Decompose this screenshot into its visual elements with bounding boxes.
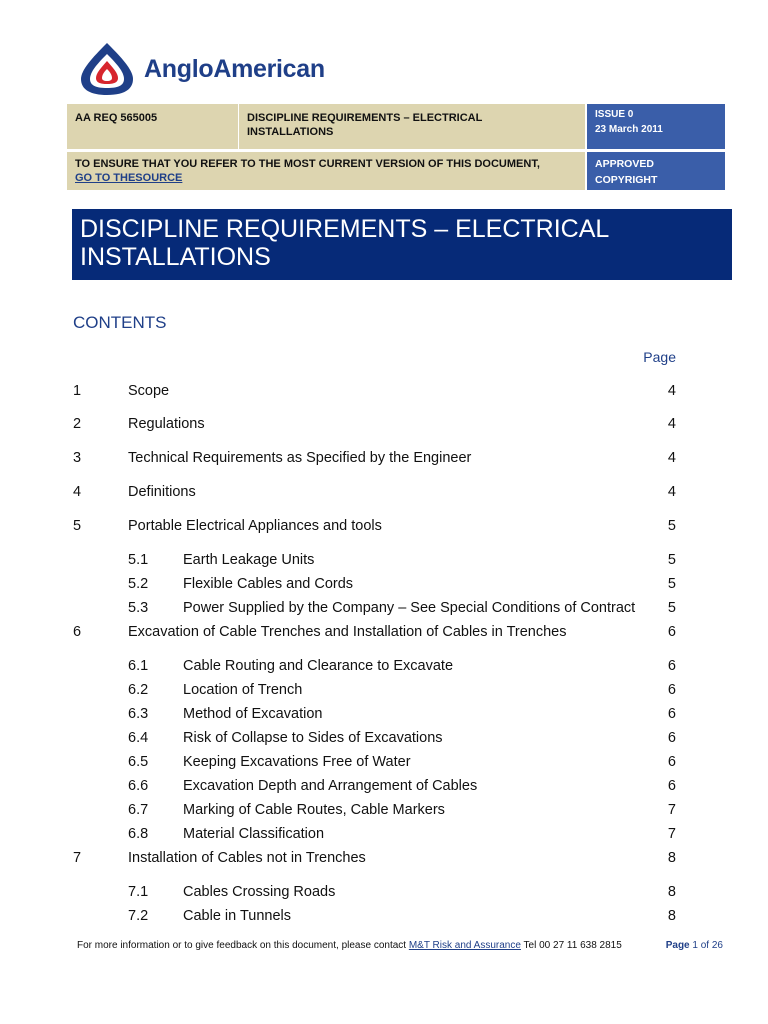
toc-entry[interactable] (0, 414, 768, 434)
toc-entry-number: 6.8 (128, 826, 149, 842)
toc-entry-title: Keeping Excavations Free of Water (183, 754, 411, 770)
toc-entry[interactable] (0, 656, 768, 676)
toc-entry-title: Excavation of Cable Trenches and Installation of Cables in Trenches (128, 624, 567, 640)
toc-entry-number: 2 (73, 416, 82, 432)
toc-entry-number: 5.3 (128, 600, 149, 616)
toc-entry-number: 5.1 (128, 552, 149, 568)
toc-entry-title: Excavation Depth and Arrangement of Cables (183, 778, 478, 794)
toc-entry-page: 8 (667, 908, 676, 924)
footer-text: For more information or to give feedback on this document, please contact (77, 940, 407, 951)
toc-entry-title: Cable in Tunnels (183, 908, 292, 924)
page-column-heading: Page (643, 349, 676, 365)
footer-contact (77, 940, 622, 951)
toc-entry-title: Cables Crossing Roads (183, 884, 336, 900)
toc-entry-number: 6.1 (128, 658, 149, 674)
toc-entry-title: Earth Leakage Units (183, 552, 315, 568)
contents-heading: CONTENTS (73, 313, 167, 332)
copyright-label: COPYRIGHT (595, 174, 658, 186)
toc-entry-number: 6 (73, 624, 82, 640)
toc-entry-title: Definitions (128, 484, 196, 500)
version-notice: TO ENSURE THAT YOU REFER TO THE MOST CURRENT VERSION OF THIS DOCUMENT, (75, 158, 540, 170)
toc-entry-number: 5.2 (128, 576, 149, 592)
toc-entry-page: 6 (667, 754, 676, 770)
toc-entry-number: 1 (73, 383, 82, 399)
toc-entry[interactable] (0, 728, 768, 748)
toc-entry-page: 6 (667, 624, 676, 640)
toc-entry-title: Cable Routing and Clearance to Excavate (183, 658, 454, 674)
toc-entry-title: Scope (128, 383, 170, 399)
toc-entry-number: 6.4 (128, 730, 149, 746)
toc-entry-title: Location of Trench (183, 682, 303, 698)
toc-entry-title: Power Supplied by the Company – See Special Conditions of Contract (183, 600, 636, 616)
issue-date: 23 March 2011 (595, 124, 663, 135)
toc-entry-title: Material Classification (183, 826, 325, 842)
toc-entry-page: 4 (667, 383, 676, 399)
toc-entry-title: Regulations (128, 416, 205, 432)
toc-entry[interactable] (0, 824, 768, 844)
toc-entry[interactable] (0, 906, 768, 926)
toc-entry-page: 6 (667, 706, 676, 722)
toc-entry-number: 6.7 (128, 802, 149, 818)
toc-entry-title: Method of Excavation (183, 706, 323, 722)
toc-entry-number: 6.3 (128, 706, 149, 722)
toc-entry-page: 8 (667, 850, 676, 866)
toc-entry-number: 6.6 (128, 778, 149, 794)
toc-entry-number: 5 (73, 518, 82, 534)
toc-entry-page: 4 (667, 484, 676, 500)
toc-entry[interactable] (0, 848, 768, 868)
issue-number: ISSUE 0 (595, 109, 634, 120)
toc-entry-title: Installation of Cables not in Trenches (128, 850, 366, 866)
toc-entry-number: 6.5 (128, 754, 149, 770)
toc-entry-number: 4 (73, 484, 82, 500)
page-label: Page (665, 940, 690, 951)
toc-entry-number: 7 (73, 850, 82, 866)
toc-entry-title: Flexible Cables and Cords (183, 576, 354, 592)
toc-entry-page: 6 (667, 658, 676, 674)
toc-entry[interactable] (0, 482, 768, 502)
toc-entry[interactable] (0, 550, 768, 570)
toc-entry-page: 6 (667, 682, 676, 698)
toc-entry[interactable] (0, 448, 768, 468)
toc-entry-page: 4 (667, 416, 676, 432)
toc-entry-title: Portable Electrical Appliances and tools (128, 518, 382, 534)
logo-wordmark: AngloAmerican (144, 54, 325, 83)
toc-entry-page: 6 (667, 778, 676, 794)
doc-code: AA REQ 565005 (75, 112, 158, 124)
toc-entry-number: 6.2 (128, 682, 149, 698)
toc-entry[interactable] (0, 574, 768, 594)
page-of: 1 of 26 (692, 940, 723, 951)
toc-entry-number: 7.1 (128, 884, 149, 900)
banner-title-line2: INSTALLATIONS (80, 243, 271, 271)
toc-entry-page: 4 (667, 450, 676, 466)
toc-entry[interactable] (0, 752, 768, 772)
risk-assurance-link[interactable]: M&T Risk and Assurance (408, 940, 521, 951)
toc-entry[interactable] (0, 776, 768, 796)
toc-entry-page: 7 (667, 802, 676, 818)
toc-entry-number: 7.2 (128, 908, 149, 924)
page-number (666, 940, 723, 951)
toc-entry-title: Marking of Cable Routes, Cable Markers (183, 802, 445, 818)
toc-entry[interactable] (0, 598, 768, 618)
thesource-link[interactable]: GO TO THESOURCE (75, 172, 183, 184)
approved-label: APPROVED (595, 158, 654, 170)
toc-entry[interactable] (0, 882, 768, 902)
toc-entry[interactable] (0, 680, 768, 700)
toc-entry-title: Technical Requirements as Specified by the Engineer (128, 450, 472, 466)
toc-entry-page: 8 (667, 884, 676, 900)
toc-entry-page: 7 (667, 826, 676, 842)
toc-entry[interactable] (0, 704, 768, 724)
toc-entry[interactable] (0, 516, 768, 536)
toc-entry[interactable] (0, 622, 768, 642)
toc-entry-page: 6 (667, 730, 676, 746)
banner-title-line1: DISCIPLINE REQUIREMENTS – ELECTRICAL (80, 215, 610, 243)
toc-entry-page: 5 (667, 600, 676, 616)
doc-title: DISCIPLINE REQUIREMENTS – ELECTRICAL INSTALLATIONS (247, 112, 483, 138)
toc-entry-title: Risk of Collapse to Sides of Excavations (183, 730, 443, 746)
toc-entry-page: 5 (667, 518, 676, 534)
toc-entry-number: 3 (73, 450, 82, 466)
toc-entry[interactable] (0, 800, 768, 820)
toc-entry[interactable] (0, 381, 768, 401)
footer-phone: Tel 00 27 11 638 2815 (523, 940, 622, 951)
toc-entry-page: 5 (667, 576, 676, 592)
toc-entry-page: 5 (667, 552, 676, 568)
